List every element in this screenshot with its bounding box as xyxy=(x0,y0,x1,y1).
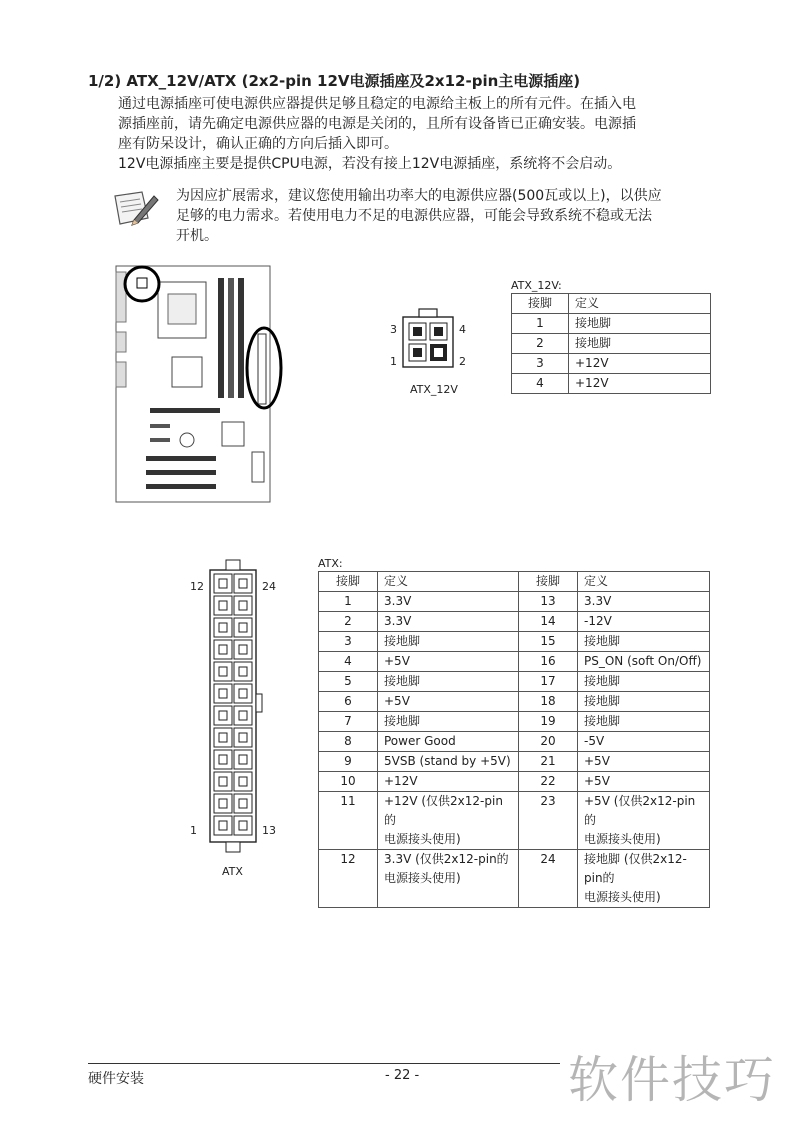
pin-square xyxy=(219,711,227,720)
pin-square xyxy=(219,623,227,632)
def-cell: 5VSB (stand by +5V) xyxy=(378,752,519,772)
pin-cell: 8 xyxy=(319,732,378,752)
header-cell: 接脚 xyxy=(512,294,569,314)
pin-square xyxy=(219,645,227,654)
motherboard-diagram xyxy=(112,262,292,511)
12v-note-line: 12V电源插座主要是提供CPU电源，若没有接上12V电源插座，系统将不会启动。 xyxy=(118,156,622,172)
header-cell: 定义 xyxy=(578,572,710,592)
pin-cell: 4 xyxy=(319,652,378,672)
table-row xyxy=(319,592,710,612)
pin-cell: 20 xyxy=(519,732,578,752)
pin-square xyxy=(239,667,247,676)
pin-cell: 5 xyxy=(319,672,378,692)
pin-square xyxy=(219,799,227,808)
note-line: 足够的电力需求。若使用电力不足的电源供应器，可能会导致系统不稳或无法 xyxy=(176,208,652,224)
cell-line: 23 xyxy=(540,794,556,808)
def-cell: 接地脚 xyxy=(569,334,711,354)
intro-line: 源插座前，请先确定电源供应器的电源是关闭的，且所有设备皆已正确安装。电源插 xyxy=(118,116,636,132)
connector-latch xyxy=(226,560,240,570)
def-cell xyxy=(378,850,519,908)
def-cell: -12V xyxy=(578,612,710,632)
pin-cell: 1 xyxy=(512,314,569,334)
pin-cell: 17 xyxy=(519,672,578,692)
atx-table-caption: ATX: xyxy=(318,557,343,570)
table-row xyxy=(319,752,710,772)
pin-square xyxy=(219,579,227,588)
pin-square xyxy=(239,601,247,610)
def-cell: +5V xyxy=(578,752,710,772)
pin-label: 24 xyxy=(262,580,276,593)
atx12v-table-caption: ATX_12V: xyxy=(511,279,562,292)
pin-cell: 4 xyxy=(512,374,569,394)
def-cell: 接地脚 xyxy=(378,672,519,692)
pin-square xyxy=(239,733,247,742)
def-cell: +5V xyxy=(578,772,710,792)
table-row xyxy=(319,612,710,632)
pin-cell: 21 xyxy=(519,752,578,772)
pin-label: 1 xyxy=(190,824,197,837)
def-cell: 接地脚 xyxy=(378,712,519,732)
cell-line: 11 xyxy=(340,794,356,808)
table-header-row xyxy=(512,294,711,314)
cell-line: 3.3V (仅供2x12-pin的 xyxy=(384,852,509,866)
pin-square xyxy=(219,777,227,786)
header-cell: 接脚 xyxy=(519,572,578,592)
def-cell: -5V xyxy=(578,732,710,752)
table-row xyxy=(319,692,710,712)
table-row xyxy=(319,672,710,692)
intro-line: 座有防呆设计，确认正确的方向后插入即可。 xyxy=(118,136,398,152)
pin-square xyxy=(239,579,247,588)
table-row xyxy=(512,314,711,334)
def-cell: 3.3V xyxy=(378,612,519,632)
note-line: 为因应扩展需求，建议您使用输出功率大的电源供应器(500瓦或以上)，以供应 xyxy=(176,188,662,204)
pin-cell: 14 xyxy=(519,612,578,632)
note-text xyxy=(176,186,716,246)
cell-line: +12V (仅供2x12-pin的 xyxy=(384,794,503,827)
def-cell: 接地脚 xyxy=(378,632,519,652)
pin-square xyxy=(239,689,247,698)
pin-cell: 16 xyxy=(519,652,578,672)
cell-line: 电源接头使用) xyxy=(584,832,661,846)
def-cell: 接地脚 xyxy=(578,712,710,732)
watermark: 软件技巧 xyxy=(568,1051,776,1109)
connector-key xyxy=(256,694,262,712)
section-title: 1/2) ATX_12V/ATX (2x2-pin 12V电源插座及2x12-pin主电源插座) xyxy=(88,72,581,90)
pin-square xyxy=(219,689,227,698)
pin-cell: 2 xyxy=(512,334,569,354)
note-line: 开机。 xyxy=(176,228,218,244)
pin-label: 2 xyxy=(459,355,466,368)
cell-line: 12 xyxy=(340,852,356,866)
pin-cell: 19 xyxy=(519,712,578,732)
cell-line: 电源接头使用) xyxy=(384,871,461,885)
intro-line: 通过电源插座可使电源供应器提供足够且稳定的电源给主板上的所有元件。在插入电 xyxy=(118,96,636,112)
pin-cell: 2 xyxy=(319,612,378,632)
pin-cell: 3 xyxy=(512,354,569,374)
pin-square xyxy=(239,711,247,720)
def-cell: 接地脚 xyxy=(578,632,710,652)
connector-latch xyxy=(226,842,240,852)
pin-cell: 22 xyxy=(519,772,578,792)
pin-square xyxy=(219,733,227,742)
footer-section: 硬件安装 xyxy=(88,1071,144,1087)
intro-paragraph xyxy=(118,94,718,174)
pin-label: 12 xyxy=(190,580,204,593)
pin-cell: 9 xyxy=(319,752,378,772)
pin-cell: 18 xyxy=(519,692,578,712)
page-number: - 22 - xyxy=(385,1068,420,1083)
pin-square xyxy=(219,601,227,610)
header-cell: 定义 xyxy=(378,572,519,592)
pin-cell: 1 xyxy=(319,592,378,612)
pin-cell: 7 xyxy=(319,712,378,732)
pin-square xyxy=(239,645,247,654)
pin-square xyxy=(239,755,247,764)
def-cell: Power Good xyxy=(378,732,519,752)
atx12v-pin-table xyxy=(511,293,711,394)
pin-square xyxy=(219,821,227,830)
def-cell: 接地脚 xyxy=(578,692,710,712)
pin-label: 13 xyxy=(262,824,276,837)
table-row xyxy=(319,772,710,792)
atx-pin-table xyxy=(318,571,710,908)
cell-line: 电源接头使用) xyxy=(584,890,661,904)
pin-label: 4 xyxy=(459,323,466,336)
pin-square xyxy=(239,799,247,808)
table-row xyxy=(512,334,711,354)
def-cell: 3.3V xyxy=(378,592,519,612)
header-cell: 接脚 xyxy=(319,572,378,592)
header-cell: 定义 xyxy=(569,294,711,314)
atx-connector-diagram xyxy=(190,556,280,878)
pin-square xyxy=(219,755,227,764)
def-cell: PS_ON (soft On/Off) xyxy=(578,652,710,672)
cell-line: 24 xyxy=(540,852,556,866)
pin-cell: 6 xyxy=(319,692,378,712)
def-cell: +5V xyxy=(378,652,519,672)
def-cell xyxy=(378,792,519,850)
pin-cell xyxy=(519,850,578,908)
def-cell: 3.3V xyxy=(578,592,710,612)
pin-cell: 3 xyxy=(319,632,378,652)
table-row xyxy=(512,354,711,374)
cell-line: 接地脚 (仅供2x12-pin的 xyxy=(584,852,687,885)
table-row xyxy=(319,632,710,652)
pin-label: 3 xyxy=(390,323,397,336)
def-cell: +5V xyxy=(378,692,519,712)
def-cell: +12V xyxy=(569,374,711,394)
pin-square xyxy=(219,667,227,676)
table-header-row xyxy=(319,572,710,592)
pin-cell xyxy=(319,850,378,908)
cell-line: 电源接头使用) xyxy=(384,832,461,846)
pin-cell: 15 xyxy=(519,632,578,652)
pin-cell: 10 xyxy=(319,772,378,792)
pin-cell xyxy=(319,792,378,850)
connector-label: ATX xyxy=(222,865,243,878)
cell-line: +5V (仅供2x12-pin的 xyxy=(584,794,696,827)
pin-square xyxy=(239,777,247,786)
table-row xyxy=(512,374,711,394)
def-cell: +12V xyxy=(378,772,519,792)
pin-label: 1 xyxy=(390,355,397,368)
table-row xyxy=(319,792,710,850)
note-pencil-icon xyxy=(112,188,160,232)
atx12v-connector-diagram xyxy=(385,305,485,396)
connector-label: ATX_12V xyxy=(410,383,458,396)
footer-divider xyxy=(88,1063,560,1064)
table-row xyxy=(319,712,710,732)
def-cell: 接地脚 xyxy=(578,672,710,692)
pin-square xyxy=(239,821,247,830)
table-row xyxy=(319,850,710,908)
def-cell xyxy=(578,850,710,908)
table-row xyxy=(319,652,710,672)
table-row xyxy=(319,732,710,752)
def-cell xyxy=(578,792,710,850)
pin-cell: 13 xyxy=(519,592,578,612)
def-cell: 接地脚 xyxy=(569,314,711,334)
pin-square xyxy=(239,623,247,632)
def-cell: +12V xyxy=(569,354,711,374)
pin-cell xyxy=(519,792,578,850)
